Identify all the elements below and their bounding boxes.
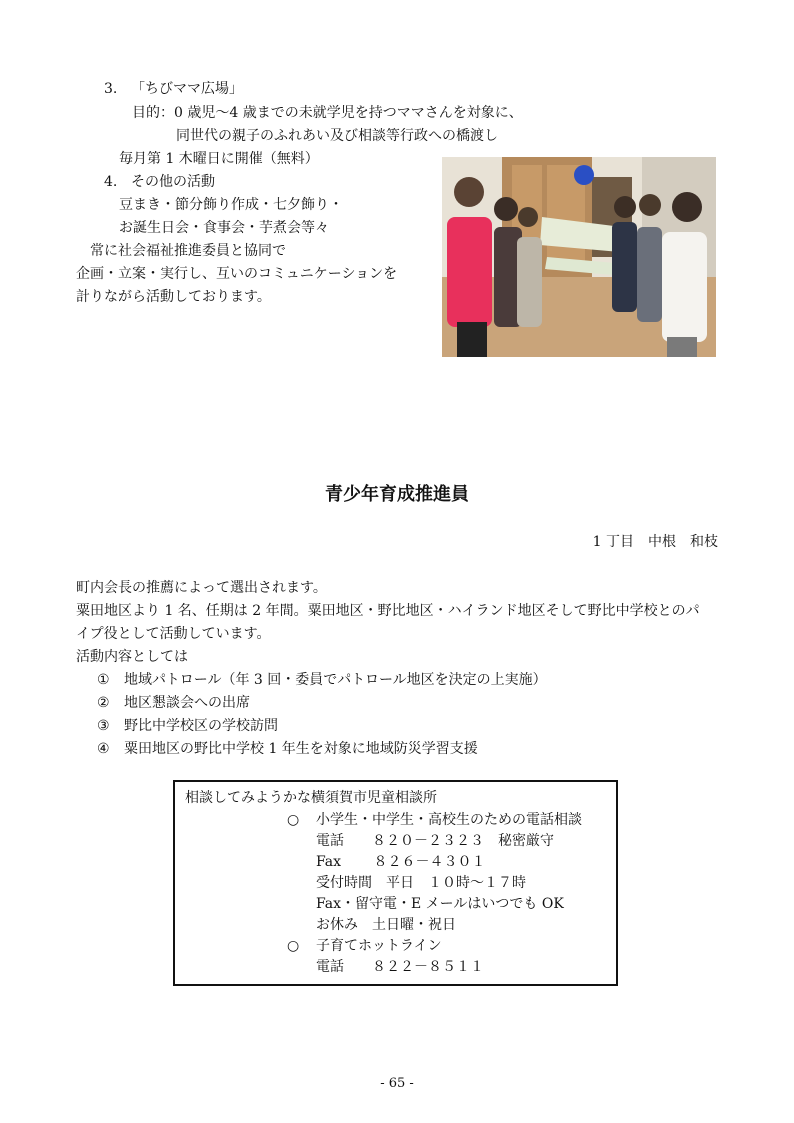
box-line1: 小学生・中学生・高校生のための電話相談 (316, 812, 582, 828)
list-item-mark: ④ (97, 741, 110, 757)
activity-photo (442, 157, 716, 357)
box-heading: 相談してみようかな横須賀市児童相談所 (185, 790, 437, 806)
item4-activities-line1: 豆まき・節分飾り作成・七夕飾り・ (119, 197, 343, 213)
author-line: 1 丁目 中根 和枝 (592, 534, 718, 550)
list-item-mark: ① (97, 672, 110, 688)
box-line2: 電話 ８２０－２３２３ 秘密厳守 (316, 833, 554, 849)
page-number: - 65 - (380, 1076, 414, 1091)
box-line5: Fax・留守電・E メールはいつでも OK (316, 896, 564, 912)
list-item-mark: ② (97, 695, 110, 711)
bullet-circle: ○ (287, 812, 300, 828)
activity-photo-illustration (442, 157, 716, 357)
item3-number: 3. (104, 81, 118, 97)
box-line8: 電話 ８２２－８５１１ (316, 959, 484, 975)
closing-line1: 常に社会福祉推進委員と協同で (90, 243, 286, 259)
bullet-circle: ○ (287, 938, 300, 954)
item4-number: 4. (104, 174, 118, 190)
list-item-text: 地域パトロール（年 3 回・委員でパトロール地区を決定の上実施） (124, 672, 547, 688)
item3-purpose-line2: 同世代の親子のふれあい及び相談等行政への橋渡し (176, 128, 498, 144)
section-title: 青少年育成推進員 (325, 484, 469, 505)
list-item-text: 地区懇談会への出席 (124, 695, 250, 711)
box-line7: 子育てホットライン (316, 938, 442, 954)
closing-line3: 計りながら活動しております。 (76, 289, 271, 305)
box-line6: お休み 土日曜・祝日 (316, 917, 456, 933)
list-item-text: 野比中学校区の学校訪問 (124, 718, 278, 734)
paragraph-line3: イプ役として活動しています。 (76, 626, 271, 642)
paragraph-line4: 活動内容としては (76, 649, 188, 665)
item4-activities-line2: お誕生日会・食事会・芋煮会等々 (119, 220, 329, 236)
item3-title: 「ちびママ広場」 (131, 81, 243, 97)
list-item-text: 粟田地区の野比中学校 1 年生を対象に地域防災学習支援 (124, 741, 478, 757)
closing-line2: 企画・立案・実行し、互いのコミュニケーションを (76, 266, 398, 282)
item3-purpose-line1: 目的：0 歳児〜4 歳までの未就学児を持つママさんを対象に、 (132, 105, 523, 121)
item4-title: その他の活動 (131, 174, 215, 190)
item3-schedule: 毎月第 1 木曜日に開催（無料） (119, 151, 319, 167)
box-line4: 受付時間 平日 １０時〜１７時 (316, 875, 526, 891)
paragraph-line2: 粟田地区より 1 名、任期は 2 年間。粟田地区・野比地区・ハイランド地区そして野比中学校とのパ (76, 603, 700, 619)
list-item-mark: ③ (97, 718, 110, 734)
box-line3: Fax ８２６－４３０１ (316, 854, 486, 870)
paragraph-line1: 町内会長の推薦によって選出されます。 (76, 580, 327, 596)
